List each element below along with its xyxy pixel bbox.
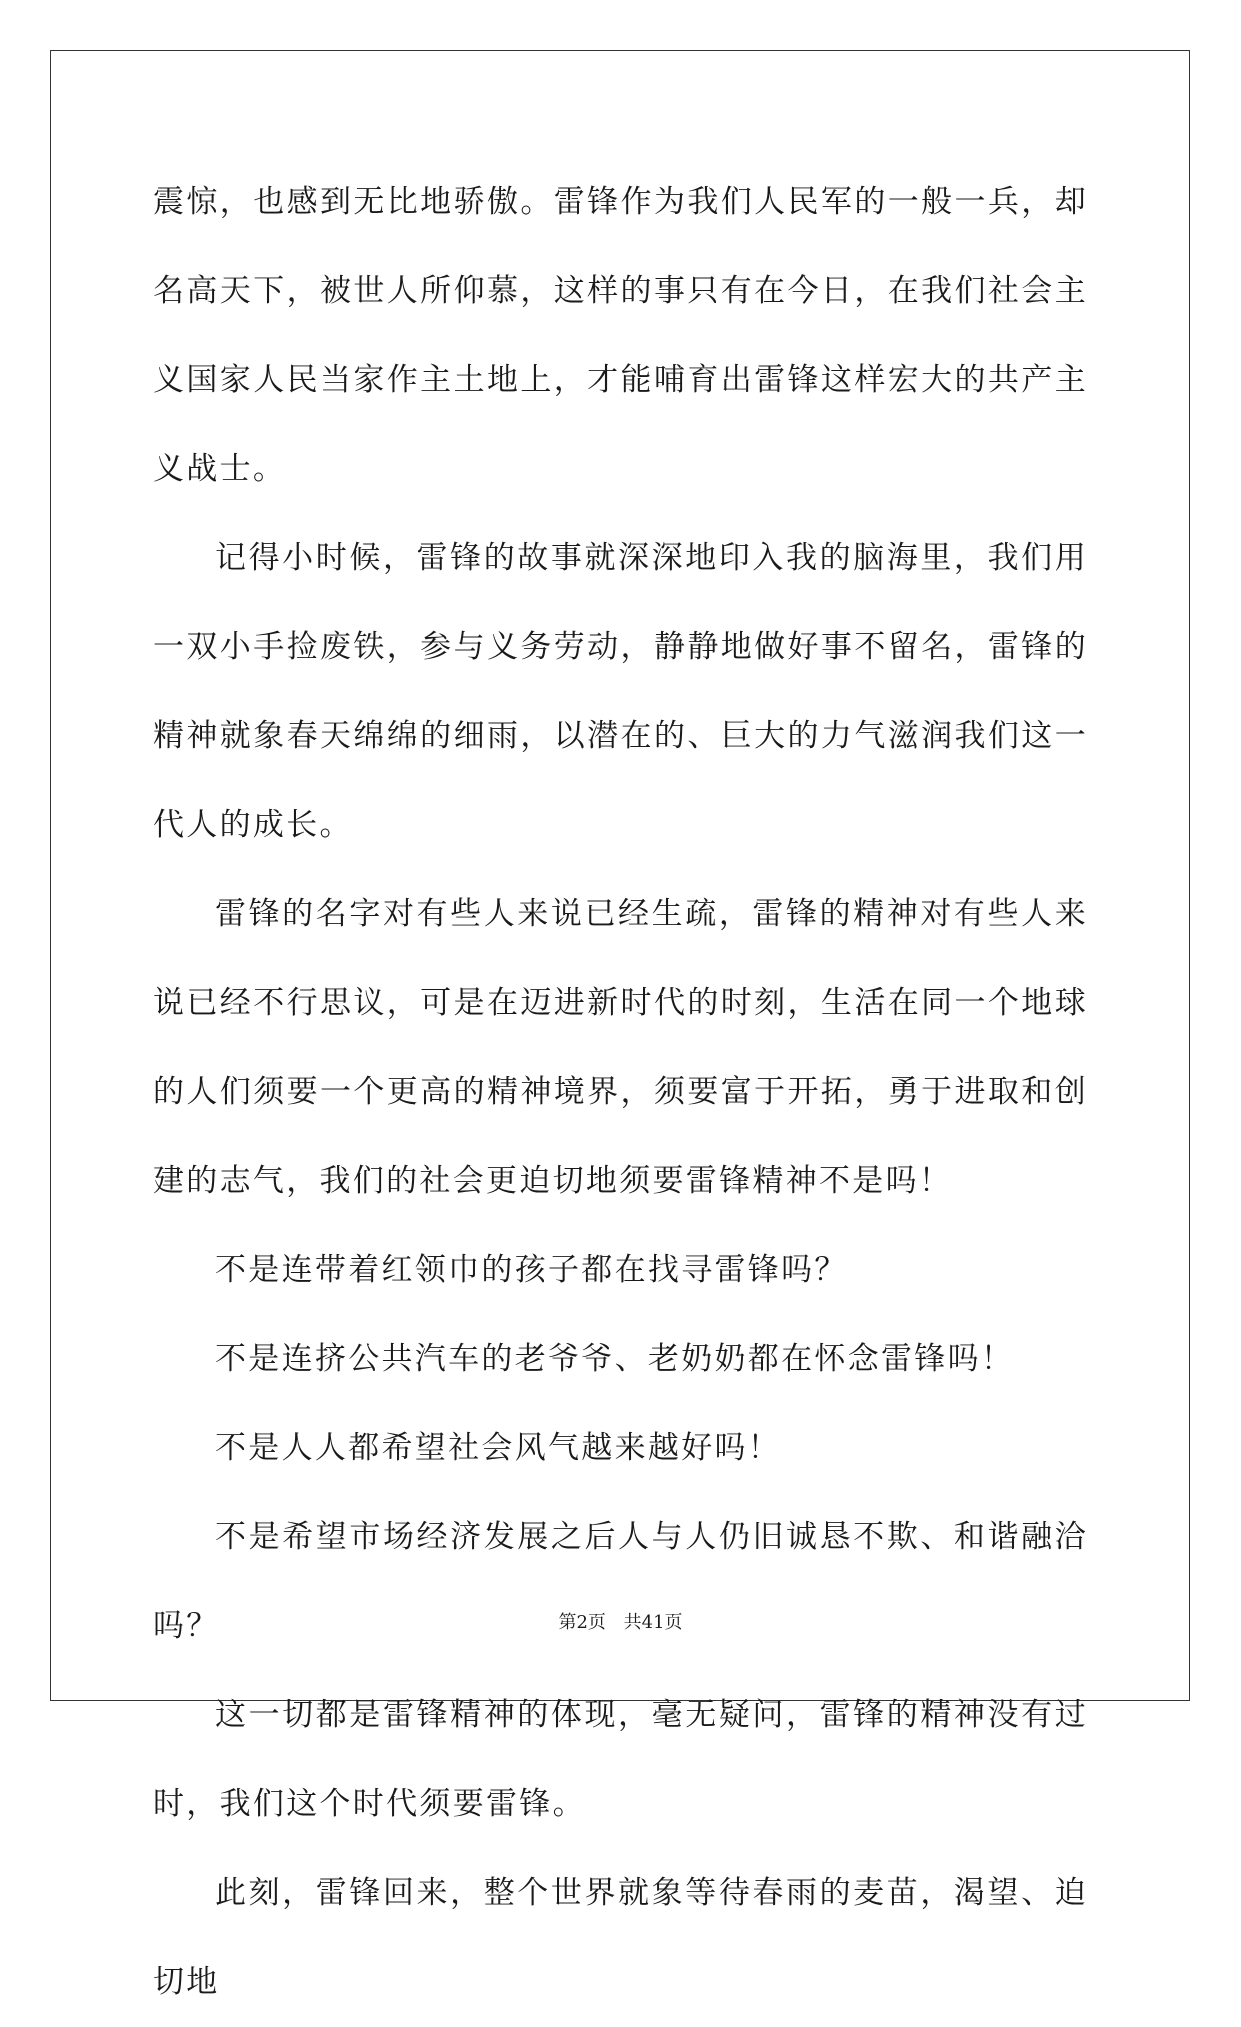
paragraph: 不是连挤公共汽车的老爷爷、老奶奶都在怀念雷锋吗！ [215, 1341, 1015, 1377]
paragraph: 这一切都是雷锋精神的体现，毫无疑问，雷锋的精神没有过时，我们这个时代须要雷锋。 [153, 1697, 1088, 1822]
paragraph: 震惊，也感到无比地骄傲。雷锋作为我们人民军的一般一兵，却名高天下，被世人所仰慕，这样的事只有在今日，在我们社会主义国家人民当家作主土地上，才能哺育出雷锋这样宏大的共产主义战士。 [153, 184, 1088, 487]
paragraph: 不是连带着红领巾的孩子都在找寻雷锋吗？ [215, 1252, 848, 1288]
paragraph: 雷锋的名字对有些人来说已经生疏，雷锋的精神对有些人来说已经不行思议，可是在迈进新时代的时刻，生活在同一个地球的人们须要一个更高的精神境界，须要富于开拓，勇于进取和创建的志气，我们的社会更迫切地须要雷锋精神不是吗！ [153, 896, 1088, 1199]
paragraph: 不是人人都希望社会风气越来越好吗！ [215, 1430, 782, 1466]
page-footer [0, 1608, 1241, 1634]
page-total: 共41页 [623, 1612, 683, 1633]
document-body [153, 158, 1088, 2027]
page-number: 第2页 [558, 1612, 606, 1633]
paragraph: 记得小时候，雷锋的故事就深深地印入我的脑海里，我们用一双小手捡废铁，参与义务劳动，静静地做好事不留名，雷锋的精神就象春天绵绵的细雨，以潜在的、巨大的力气滋润我们这一代人的成长。 [153, 540, 1088, 843]
paragraph: 不是希望市场经济发展之后人与人仍旧诚恳不欺、和谐融洽吗？ [153, 1519, 1088, 1644]
paragraph: 此刻，雷锋回来，整个世界就象等待春雨的麦苗，渴望、迫切地 [153, 1875, 1088, 2000]
